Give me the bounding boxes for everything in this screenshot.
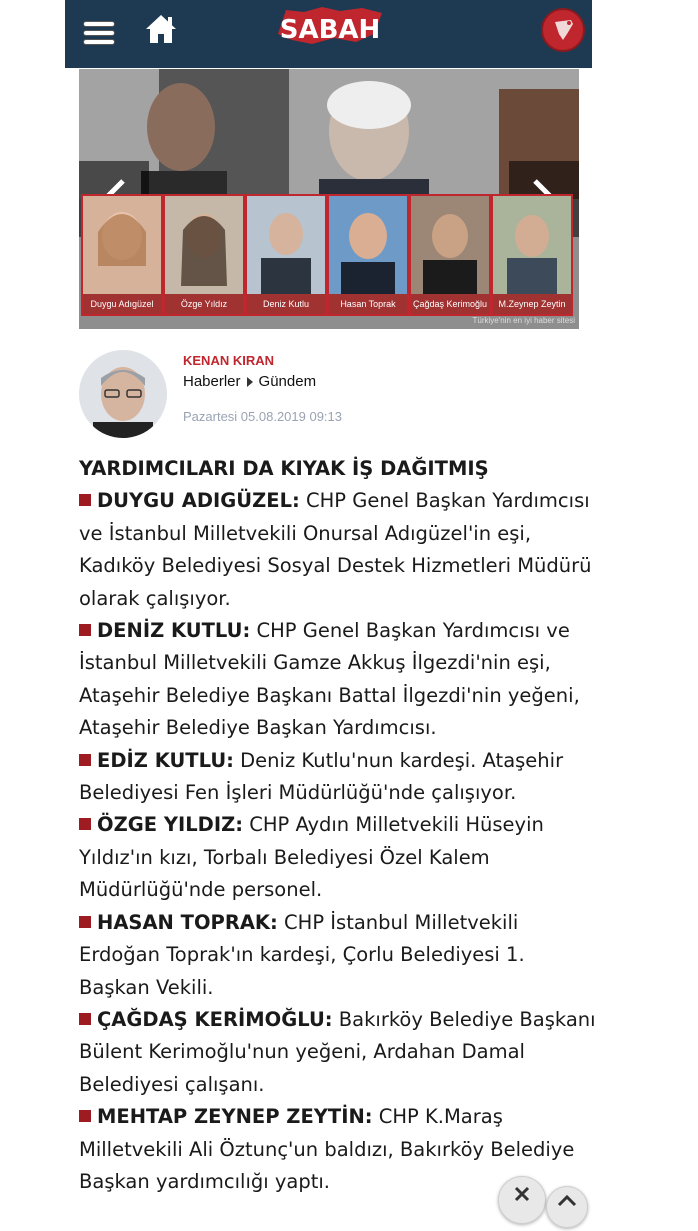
publish-date: Pazartesi 05.08.2019 09:13 (183, 409, 343, 424)
thumb-caption: Çağdaş Kerimoğlu (411, 294, 489, 314)
thumb-caption: Özge Yıldız (165, 294, 243, 314)
bullet-square-icon (79, 494, 91, 506)
breadcrumb-haberler[interactable]: Haberler (183, 373, 241, 390)
scroll-top-button[interactable] (546, 1186, 588, 1228)
bullet-square-icon (79, 624, 91, 636)
sabah-logo[interactable] (270, 4, 390, 48)
person-name: HASAN TOPRAK: (97, 910, 278, 934)
article-paragraph (79, 485, 599, 615)
author-avatar[interactable] (79, 350, 167, 438)
thumb-caption: Duygu Adıgüzel (83, 294, 161, 314)
thumb-caption: Hasan Toprak (329, 294, 407, 314)
person-description: CHP Genel Başkan Yardımcısı ve İstanbul Milletvekili Onursal Adıgüzel'in eşi, Kadıköy Belediyesi Sosyal Destek Hizmetleri Müdürü olarak çalışıyor. (79, 489, 592, 610)
thumb-cagdas-kerimoglu[interactable] (409, 194, 491, 316)
close-icon (499, 1177, 545, 1223)
bullet-square-icon (79, 754, 91, 766)
article-paragraph (79, 809, 599, 906)
person-description: CHP Aydın Milletvekili Hüseyin Yıldız'ın kızı, Torbalı Belediyesi Özel Kalem Müdürlüğü'nde personel. (79, 813, 544, 902)
bullet-square-icon (79, 1110, 91, 1122)
bullet-square-icon (79, 818, 91, 830)
author-name[interactable]: KENAN KIRAN (183, 353, 274, 368)
bullet-square-icon (79, 916, 91, 928)
breadcrumb-gundem[interactable]: Gündem (258, 373, 317, 390)
person-name: MEHTAP ZEYNEP ZEYTİN: (97, 1105, 373, 1129)
logo-text: SABAH (279, 15, 381, 45)
close-button[interactable] (498, 1176, 546, 1224)
person-name: ÇAĞDAŞ KERİMOĞLU: (97, 1007, 333, 1031)
article-paragraph (79, 1004, 599, 1101)
article-paragraph (79, 615, 599, 745)
person-description: Deniz Kutlu'nun kardeşi. Ataşehir Belediyesi Fen İşleri Müdürlüğü'nde çalışıyor. (79, 748, 564, 805)
photo-slider (79, 69, 579, 329)
breadcrumb (183, 373, 316, 390)
person-description: CHP Genel Başkan Yardımcısı ve İstanbul Milletvekili Gamze Akkuş İlgezdi'nin eşi, Ataşehir Belediye Başkanı Battal İlgezdi'nin yeğeni, Ataşehir Belediye Başkan Yardımcısı. (79, 619, 580, 740)
thumb-caption: Deniz Kutlu (247, 294, 325, 314)
caret-right-icon (247, 377, 253, 387)
club-badge-icon[interactable] (541, 8, 585, 52)
thumb-zeynep-zeytin[interactable] (491, 194, 573, 316)
person-thumbnails (79, 194, 579, 318)
bullet-square-icon (79, 1013, 91, 1025)
person-name: ÖZGE YILDIZ: (97, 813, 244, 837)
person-name: DENİZ KUTLU: (97, 619, 251, 643)
article-paragraph (79, 745, 599, 810)
top-header (65, 0, 592, 68)
article-body (79, 453, 599, 1198)
home-icon[interactable] (143, 12, 179, 46)
chevron-up-icon (547, 1187, 587, 1227)
thumb-hasan-toprak[interactable] (327, 194, 409, 316)
thumb-ozge-yildiz[interactable] (163, 194, 245, 316)
article-paragraph (79, 907, 599, 1004)
person-description: Bakırköy Belediye Başkanı Bülent Kerimoğlu'nun yeğeni, Ardahan Damal Belediyesi çalışanı. (79, 1007, 596, 1096)
slider-watermark: Türkiye'nin en iyi haber sitesi (472, 316, 575, 325)
person-name: DUYGU ADIGÜZEL: (97, 489, 300, 513)
person-description: CHP K.Maraş Milletvekili Ali Öztunç'un baldızı, Bakırköy Belediye Başkan yardımcılığı yaptı. (79, 1105, 575, 1193)
article-subheading: YARDIMCILARI DA KIYAK İŞ DAĞITMIŞ (79, 457, 489, 480)
person-name: EDİZ KUTLU: (97, 748, 234, 772)
thumb-caption: M.Zeynep Zeytin (493, 294, 571, 314)
thumb-deniz-kutlu[interactable] (245, 194, 327, 316)
thumb-duygu-adiguzel[interactable] (81, 194, 163, 316)
hamburger-menu-icon[interactable] (81, 16, 117, 52)
person-description: CHP İstanbul Milletvekili Erdoğan Toprak'ın kardeşi, Çorlu Belediyesi 1. Başkan Vekili. (79, 910, 525, 999)
